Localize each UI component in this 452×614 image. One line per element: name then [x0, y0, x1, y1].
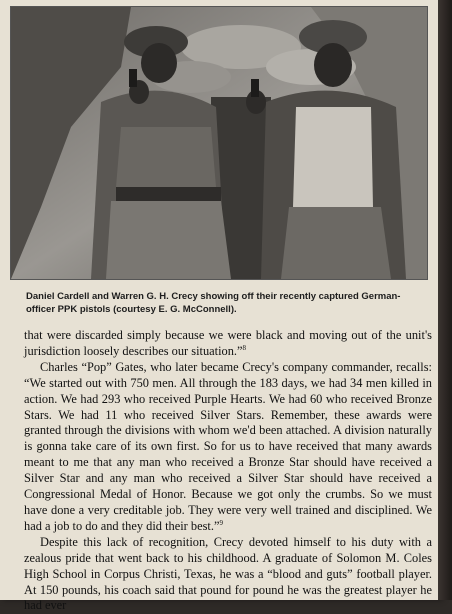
paragraph-1-text: that were discarded simply because we were black and moving out of the unit's jurisdiction loosely describes our situation.”: [24, 328, 432, 358]
photo-caption: Daniel Cardell and Warren G. H. Crecy showing off their recently captured German-officer PPK pistols (courtesy E. G. McConnell).: [26, 291, 401, 315]
paragraph-2: [24, 360, 432, 535]
paragraph-3-text: Despite this lack of recognition, Crecy devoted himself to his duty with a zealous pride that went back to his childhood. A graduate of Solomon M. Coles High School in Corpus Christi, Texas, he was a “blood and guts” football player. At 150 pounds, his coach said that pound for pound he was the greatest player he had ever: [24, 534, 432, 613]
historical-photograph: [10, 6, 428, 280]
soldiers-photo-image: [11, 7, 427, 279]
endnote-marker-9: 9: [219, 518, 223, 527]
page-edge-shadow: [438, 0, 452, 600]
paragraph-2-text: Charles “Pop” Gates, who later became Crecy's company commander, recalls: “We started out with 750 men. All through the 183 days, we had 34 men killed in action. We had 293 who received Purple Hearts. We had 60 who received Bronze Stars. We had 11 who received Silver Stars. Remember, these awards were granted through the divisions with whom we'd been attached. A division naturally is gonna take care of its own first. So for us to have received that many awards meant to me that any man who received a Bronze Star should have received a Silver Star and any man who received a Silver Star should have received a Congressional Medal of Honor. Because we got only the crumbs. So we must have done a very creditable job. They were very well trained and disciplined. We had a job to do and they did their best.”: [24, 359, 432, 533]
paragraph-1: [24, 328, 432, 360]
body-text: [24, 328, 432, 614]
endnote-marker-8: 8: [242, 343, 247, 352]
paragraph-3: [24, 535, 432, 614]
